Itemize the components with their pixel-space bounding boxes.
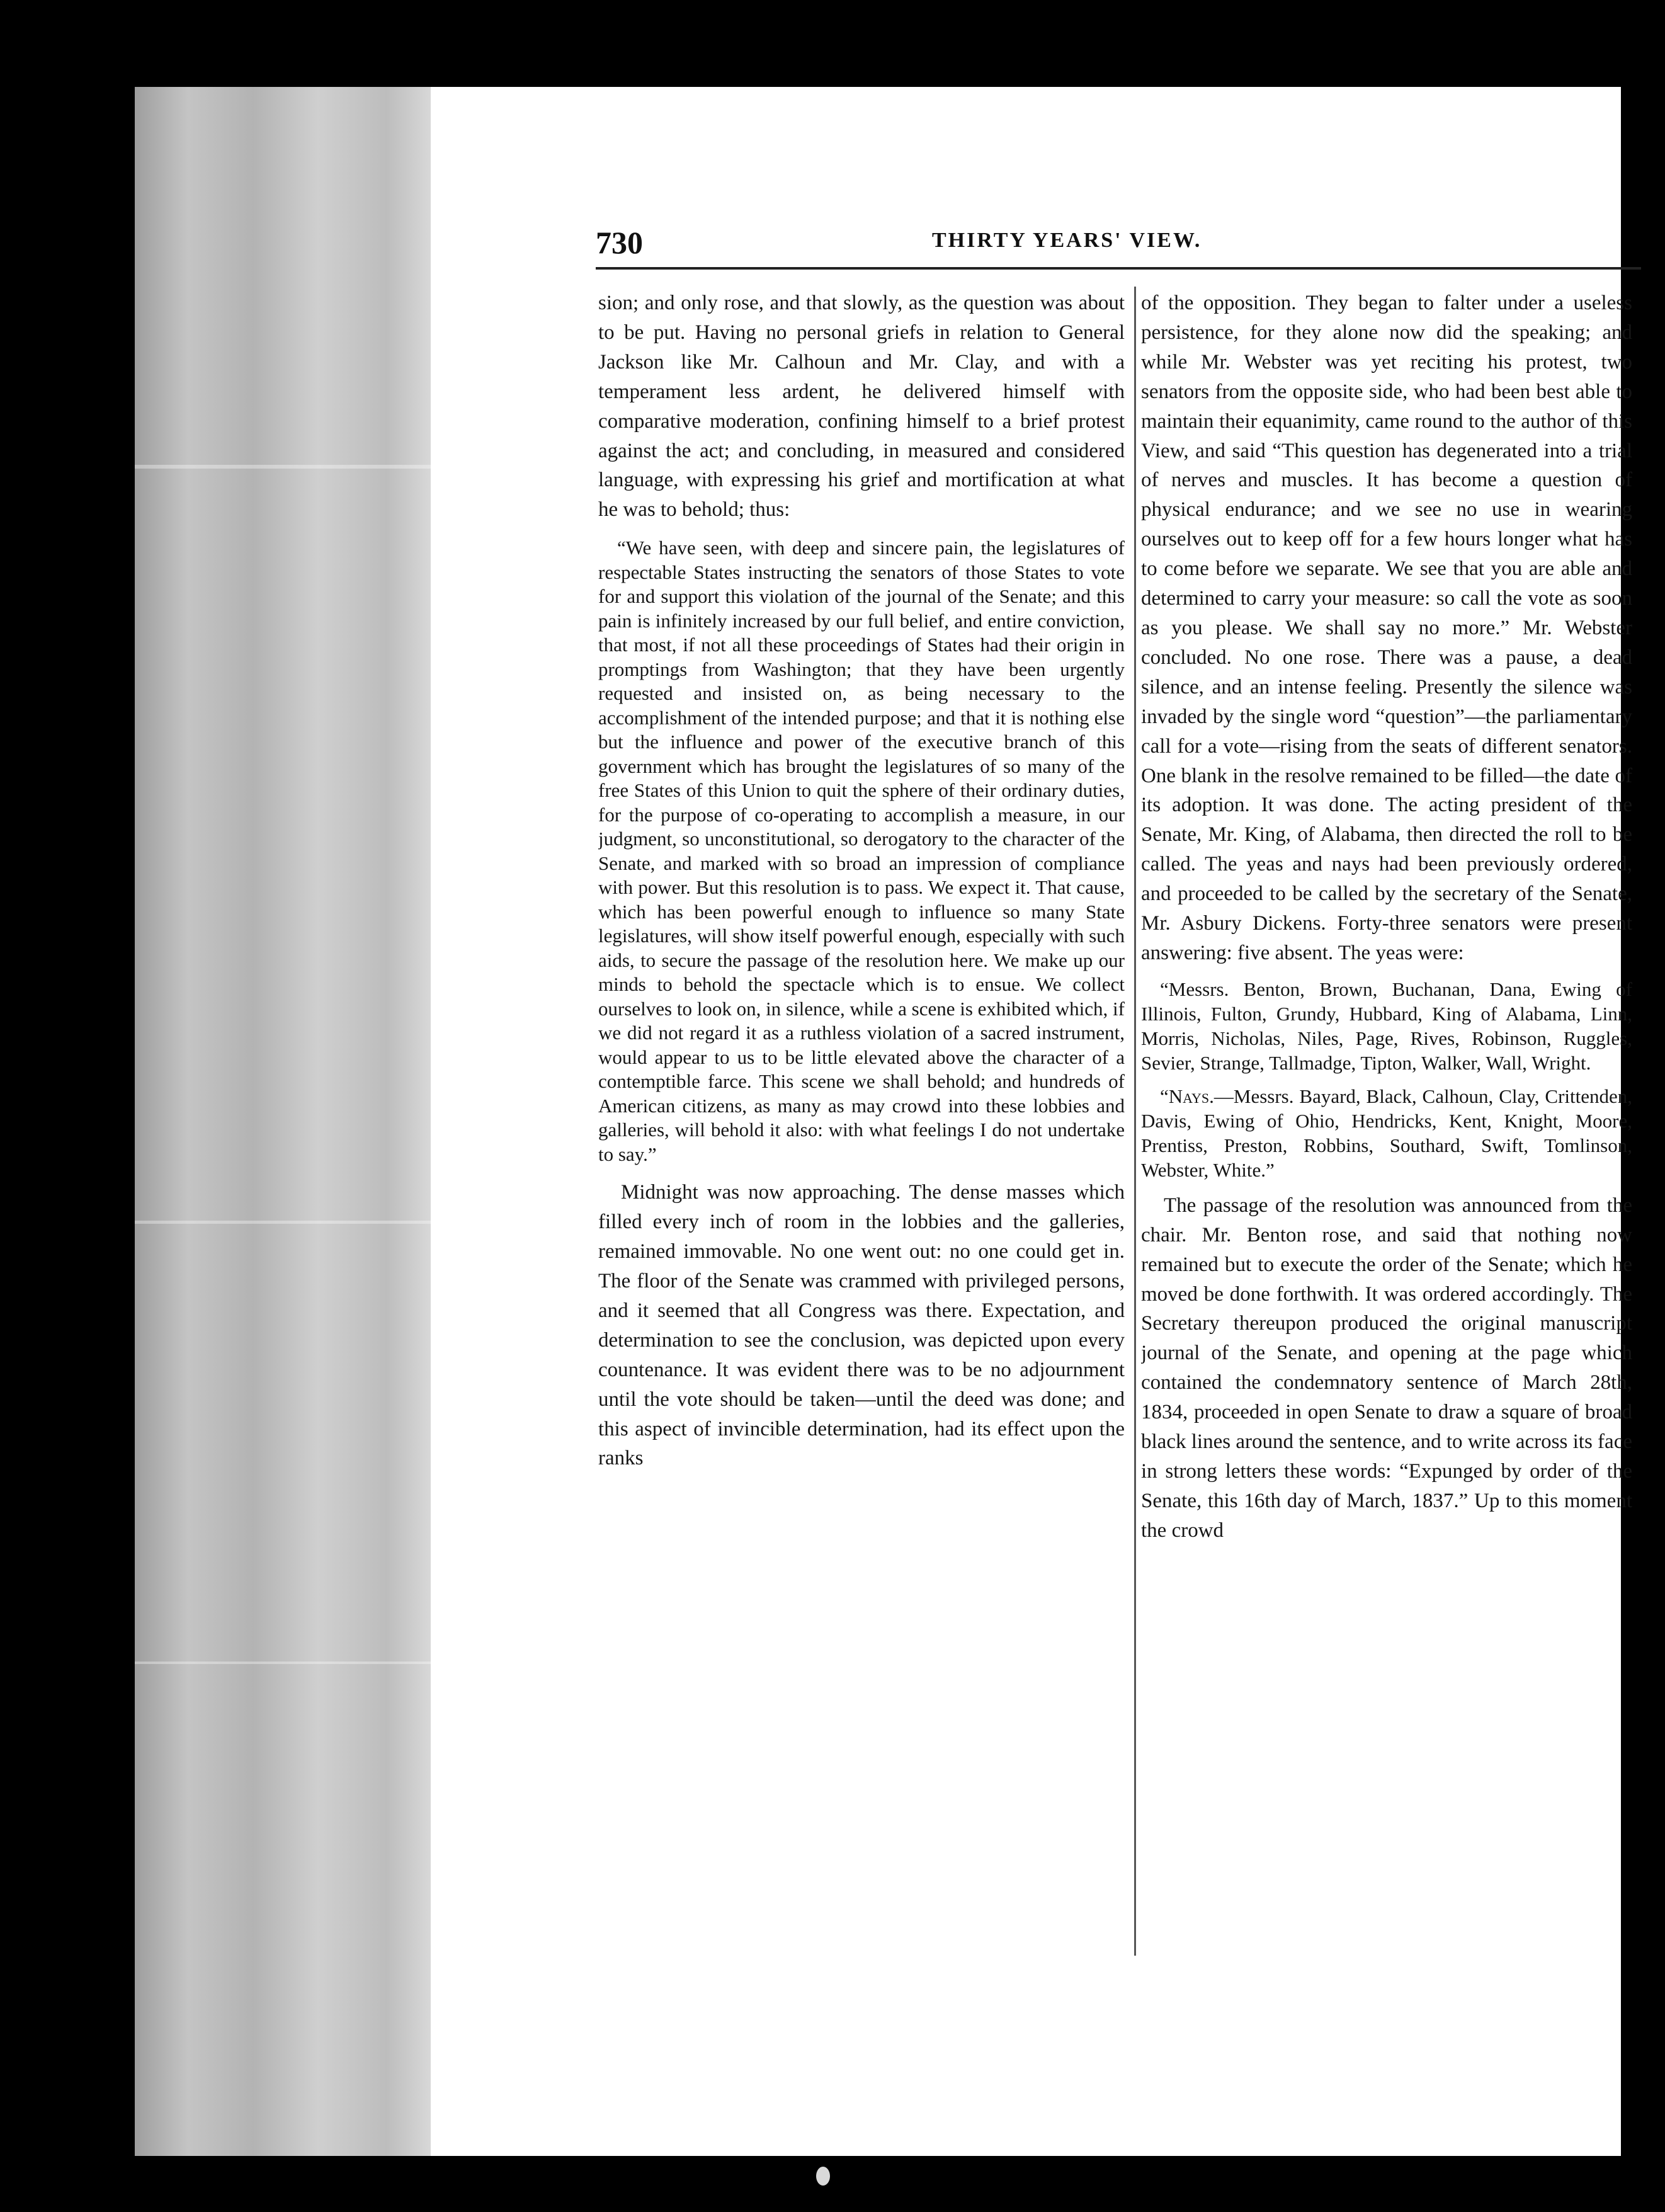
webster-protest-quote: “We have seen, with deep and sincere pain, the legislatures of respectable States instructing the senators of those States to vote for and support this violation of the journal of the Senate; and this pain is infinitely increased by our full belief, and entire conviction, that most, if not all these proceedings of States had their origin in promptings from Washington; that they have been urgently requested and insisted on, as being necessary to the accomplishment of the intended purpose; and that it is nothing else but the influence and power of the executive branch of this government which has brought the legislatures of so many of the free States of this Union to quit the sphere of their ordinary duties, for the purpose of co-operating to accomplish a measure, in our judgment, so unconstitutional, so derogatory to the character of the Senate, and marked with so broad an impression of compliance with power. But this resolution is to pass. We expect it. That cause, which has been powerful enough to influence so many State legislatures, will show itself powerful enough, especially with such aids, to secure the passage of the resolution here. We make up our minds to behold the spectacle which is to ensue. We collect ourselves to look on, in silence, while a scene is exhibited which, if we did not regard it as a ruthless violation of a sacred instrument, would appear to us to be little elevated above the character of a contemptible farce. This scene we shall behold; and hundreds of American citizens, as many as may crowd into these lobbies and galleries, will behold it also: with what feelings I do not undertake to say.” — [598, 537, 1125, 1165]
left-paragraph-1: sion; and only rose, and that slowly, as the question was about to be put. Having no personal griefs in relation to General Jackson like Mr. Calhoun and Mr. Clay, and with a temperament less ardent, he delivered himself with comparative moderation, confining himself to a brief protest against the act; and concluding, in measured and considered language, with expressing his grief and mortification at what he was to behold; thus: — [598, 292, 1125, 522]
right-column — [1141, 288, 1632, 1951]
margin-streak — [135, 1662, 431, 1664]
nays-label: Nays. — [1168, 1085, 1214, 1107]
yeas-list: “Messrs. Benton, Brown, Buchanan, Dana, Ewing of Illinois, Fulton, Grundy, Hubbard, King of Alabama, Linn, Morris, Nicholas, Niles, Page, Rives, Robinson, Ruggles, Sevier, Strange, Tallmadge, Tipton, Walker, Wall, Wright. — [1141, 978, 1632, 1074]
right-paragraph-2: The passage of the resolution was announced from the chair. Mr. Benton rose, and said that nothing now remained but to execute the order of the Senate; which he moved be done forthwith. It was ordered accordingly. The Secretary thereupon produced the original manuscript journal of the Senate, and opening at the page which contained the condemnatory sentence of March 28th, 1834, proceeded in open Senate to draw a square of broad black lines around the sentence, and to write across its face in strong letters these words: “Expunged by order of the Senate, this 16th day of March, 1837.” Up to this moment the crowd — [1141, 1194, 1632, 1542]
header-rule — [596, 267, 1641, 270]
nays-names: —Messrs. Bayard, Black, Calhoun, Clay, Crittenden, Davis, Ewing of Ohio, Hendricks, Kent, Knight, Moore, Prentiss, Preston, Robbins, Southard, Swift, Tomlinson, Webster, White.” — [1141, 1085, 1632, 1181]
column-divider — [1134, 287, 1136, 1956]
margin-streak — [135, 465, 431, 469]
margin-streak — [135, 1221, 431, 1224]
right-paragraph-1: of the opposition. They began to falter under a useless persistence, for they alone now did the speaking; and while Mr. Webster was yet reciting his protest, two senators from the opposite side, who had been best able to maintain their equanimity, came round to the author of this View, and said “This question has degenerated into a trial of nerves and muscles. It has become a question of physical endurance; and we see no use in wearing ourselves out to keep off for a few hours longer what has to come before we separate. We see that you are able and determined to carry your measure: so call the vote as soon as you please. We shall say no more.” Mr. Webster concluded. No one rose. There was a pause, a dead silence, and an intense feeling. Presently the silence was invaded by the single word “question”—the parliamentary call for a vote—rising from the seats of different senators. One blank in the resolve remained to be filled—the date of its adoption. It was done. The acting president of the Senate, Mr. King, of Alabama, then directed the roll to be called. The yeas and nays had been previously ordered, and proceeded to be called by the secretary of the Senate, Mr. Asbury Dickens. Forty-three senators were present answering: five absent. The yeas were: — [1141, 292, 1632, 964]
nays-list: “Nays.—Messrs. Bayard, Black, Calhoun, Clay, Crittenden, Davis, Ewing of Ohio, Hendricks, Kent, Knight, Moore, Prentiss, Preston, Robbins, Southard, Swift, Tomlinson, Webster, White.” — [1141, 1085, 1632, 1181]
page-margin-strip — [135, 87, 431, 2156]
page-number: 730 — [596, 225, 643, 260]
running-head: THIRTY YEARS' VIEW. — [932, 229, 1202, 252]
left-paragraph-2: Midnight was now approaching. The dense masses which filled every inch of room in the lobbies and the galleries, remained immovable. No one went out: no one could get in. The floor of the Senate was crammed with privileged persons, and it seemed that all Congress was there. Expectation, and determination to see the conclusion, was depicted upon every countenance. It was evident there was to be no adjournment until the vote should be taken—until the deed was done; and this aspect of invincible determination, had its effect upon the ranks — [598, 1181, 1125, 1470]
left-column — [598, 288, 1125, 1951]
scan-speck — [816, 2167, 830, 2186]
